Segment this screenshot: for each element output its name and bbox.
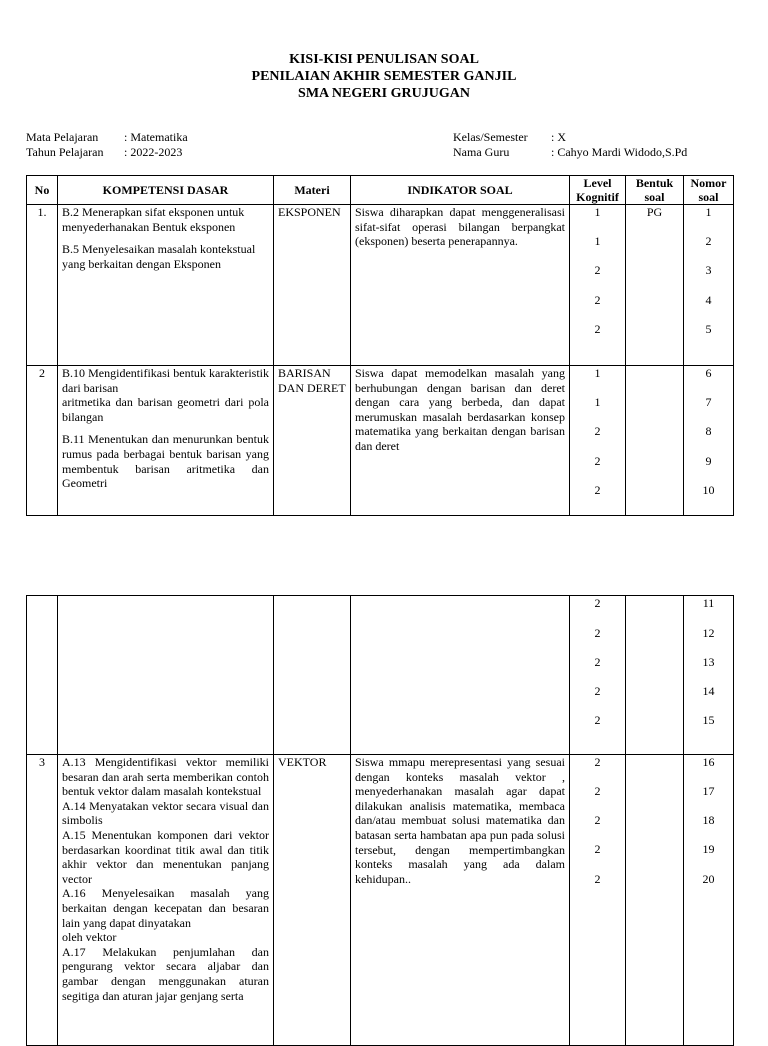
level-cell: 1 1 2 2 2 — [570, 205, 626, 366]
header-kd: KOMPETENSI DASAR — [58, 176, 274, 205]
table-header-row — [27, 176, 734, 205]
header-materi: Materi — [274, 176, 351, 205]
table-row — [27, 755, 734, 1046]
nomor-cell: 16 17 18 19 20 — [684, 755, 734, 1046]
nomor-cell: 1 2 3 4 5 — [684, 205, 734, 366]
kelas-label: Kelas/Semester — [453, 130, 528, 144]
document-subtitle: PENILAIAN AKHIR SEMESTER GANJIL — [251, 69, 517, 84]
materi-cell: VEKTOR — [274, 755, 351, 1046]
indikator-cell: Siswa diharapkan dapat menggeneralisasi sifat-sifat operasi bilangan berpangkat (eksponen) beserta penerapannya. — [351, 205, 570, 366]
guru-label: Nama Guru — [453, 145, 510, 159]
materi-cell: BARISAN DAN DERET — [274, 366, 351, 516]
header-indikator: INDIKATOR SOAL — [351, 176, 570, 205]
bentuk-cell — [626, 596, 684, 755]
document-title: KISI-KISI PENULISAN SOAL — [289, 52, 479, 67]
header-nomor: Nomor soal — [684, 176, 734, 205]
kd-cell: B.2 Menerapkan sifat eksponen untuk menyederhanakan Bentuk eksponen B.5 Menyelesaikan masalah kontekstual yang berkaitan dengan Eksponen — [58, 205, 274, 366]
kd-cell: A.13 Mengidentifikasi vektor memiliki besaran dan arah serta memberikan contoh bentuk vektor dalam masalah kontekstual A.14 Menyatakan vektor secara visual dan simbolis A.15 Menentukan komponen dari vektor berdasarkan koordinat titik awal dan titik akhir vektor dan menentukan panjang vector A.16 Menyelesaikan masalah yang berkaitan dengan kecepatan dan besaran lain yang dapat dinyatakan oleh vektor A.17 Melakukan penjumlahan dan pengurang vektor secara aljabar dan gambar dengan menggunakan aturan segitiga dan aturan jajar genjang serta — [58, 755, 274, 1046]
level-cell: 2 2 2 2 2 — [570, 755, 626, 1046]
bentuk-cell: PG — [626, 205, 684, 366]
bentuk-cell — [626, 755, 684, 1046]
kelas-value: : X — [551, 130, 566, 144]
header-level: Level Kognitif — [570, 176, 626, 205]
materi-cell — [274, 596, 351, 755]
tahun-value: : 2022-2023 — [124, 145, 183, 159]
level-cell: 1 1 2 2 2 — [570, 366, 626, 516]
mapel-value: : Matematika — [124, 130, 188, 144]
kisi-table — [26, 175, 734, 516]
bentuk-cell — [626, 366, 684, 516]
table-row — [27, 596, 734, 755]
tahun-label: Tahun Pelajaran — [26, 145, 104, 159]
indikator-cell: Siswa dapat memodelkan masalah yang berhubungan dengan barisan dan deret dengan cara yang berbeda, dan dapat merumuskan masalah berdasarkan konsep matematika yang berkaitan dengan barisan dan deret — [351, 366, 570, 516]
table-row — [27, 205, 734, 366]
materi-cell: EKSPONEN — [274, 205, 351, 366]
row-no — [27, 596, 58, 755]
level-cell: 2 2 2 2 2 — [570, 596, 626, 755]
header-bentuk: Bentuk soal — [626, 176, 684, 205]
mapel-label: Mata Pelajaran — [26, 130, 99, 144]
indikator-cell — [351, 596, 570, 755]
nomor-cell: 6 7 8 9 10 — [684, 366, 734, 516]
kd-cell — [58, 596, 274, 755]
kd-cell: B.10 Mengidentifikasi bentuk karakteristik dari barisan aritmetika dan barisan geometri dari pola bilangan B.11 Menentukan dan menurunkan bentuk rumus pada berbagai bentuk barisan yang membentuk barisan aritmetika dan Geometri — [58, 366, 274, 516]
kisi-table-continued — [26, 595, 734, 1046]
nomor-cell: 11 12 13 14 15 — [684, 596, 734, 755]
table-row — [27, 366, 734, 516]
row-no: 3 — [27, 755, 58, 1046]
row-no: 2 — [27, 366, 58, 516]
guru-value: : Cahyo Mardi Widodo,S.Pd — [551, 145, 688, 159]
header-no: No — [27, 176, 58, 205]
row-no: 1. — [27, 205, 58, 366]
indikator-cell: Siswa mmapu merepresentasi yang sesuai dengan konteks masalah vektor , menyederhanakan masalah agar dapat dilakukan analisis matematika, membaca dan/atau membuat solusi matematika dan batasan serta hambatan apa pun pada solusi tersebut, dengan mempertimbangkan konteks masalah yang ada dalam kehidupan.. — [351, 755, 570, 1046]
school-name: SMA NEGERI GRUJUGAN — [298, 86, 470, 101]
